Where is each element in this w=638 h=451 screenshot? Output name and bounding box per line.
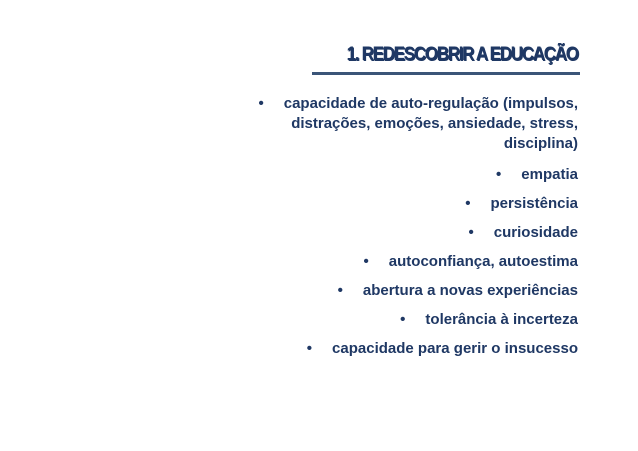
- bullet-icon: •: [465, 195, 471, 212]
- list-item: [238, 194, 578, 214]
- bullet-icon: •: [306, 340, 313, 357]
- list-item-text: curiosidade: [493, 224, 578, 241]
- bullet-icon: •: [258, 95, 264, 112]
- list-item: [238, 223, 578, 243]
- list-item-text: autoconfiança, autoestima: [388, 253, 578, 270]
- bullet-list: [238, 94, 578, 368]
- list-item: [238, 165, 578, 185]
- list-item: [238, 252, 578, 272]
- list-item: [238, 310, 578, 330]
- list-item-text: tolerância à incerteza: [425, 311, 578, 328]
- title-divider: [312, 72, 580, 75]
- bullet-icon: •: [496, 166, 502, 183]
- page-title: 1. REDESCOBRIR A EDUCAÇÃO: [346, 44, 578, 65]
- list-item: [238, 281, 578, 301]
- list-item-text: capacidade de auto-regulação (impulsos, distrações, emoções, ansiedade, stress, disciplina): [283, 95, 578, 152]
- list-item-text: capacidade para gerir o insucesso: [332, 340, 578, 357]
- list-item: [178, 339, 578, 359]
- list-item-text: abertura a novas experiências: [362, 282, 578, 299]
- bullet-icon: •: [337, 282, 343, 299]
- bullet-icon: •: [468, 224, 474, 241]
- list-item-text: persistência: [490, 195, 578, 212]
- list-item-text: empatia: [521, 166, 578, 183]
- list-item: [238, 94, 578, 154]
- bullet-icon: •: [363, 253, 369, 270]
- bullet-icon: •: [400, 311, 406, 328]
